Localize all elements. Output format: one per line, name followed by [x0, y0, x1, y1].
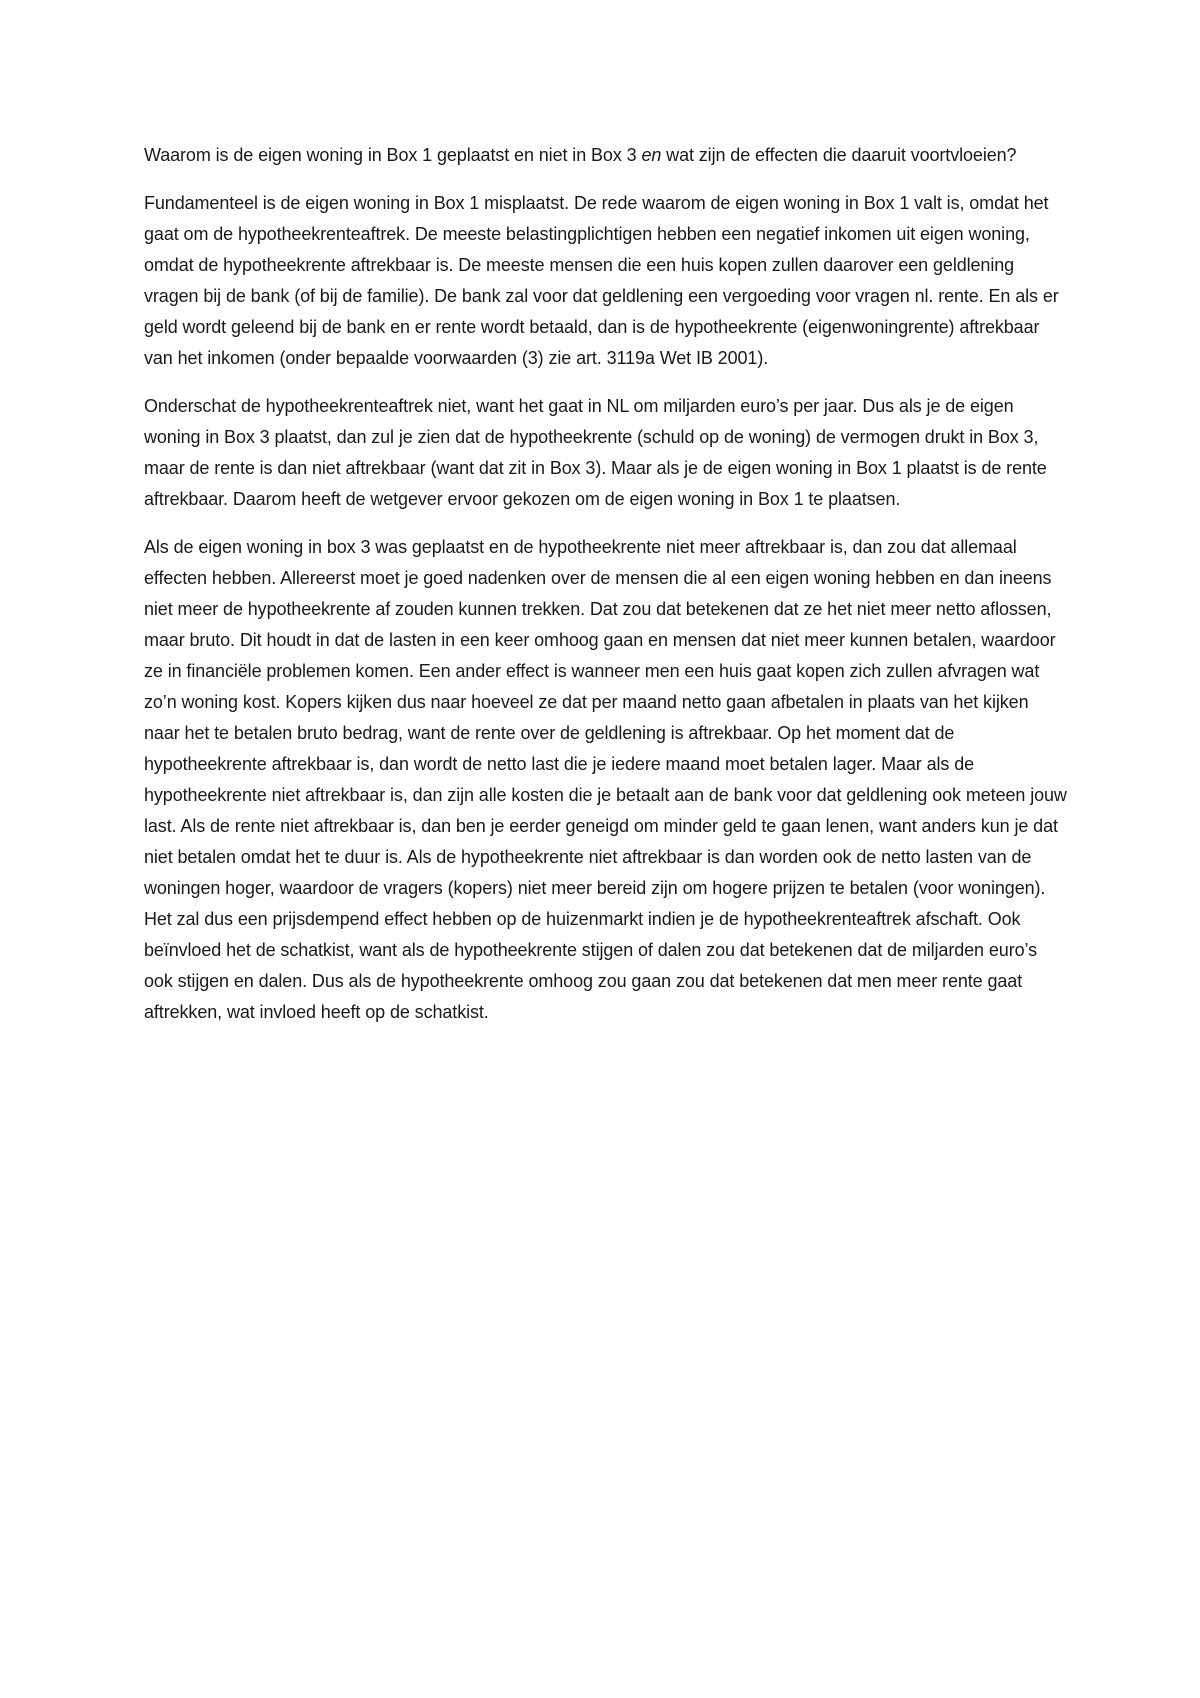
paragraph-2: Onderschat de hypotheekrenteaftrek niet, want het gaat in NL om miljarden euro’s per jaar. Dus als je de eigen woning in Box 3 plaatst, dan zul je zien dat de hypotheekrente (schuld op de woning) de vermogen drukt in Box 3, maar de rente is dan niet aftrekbaar (want dat zit in Box 3). Maar als je de eigen woning in Box 1 plaatst is de rente aftrekbaar. Daarom heeft de wetgever ervoor gekozen om de eigen woning in Box 1 te plaatsen.: [144, 396, 1047, 509]
question-emphasis: en: [641, 145, 662, 165]
paragraph-1: Fundamenteel is de eigen woning in Box 1 misplaatst. De rede waarom de eigen woning in Box 1 valt is, omdat het gaat om de hypotheekrenteaftrek. De meeste belastingplichtigen hebben een negatief inkomen uit eigen woning, omdat de hypotheekrente aftrekbaar is. De meeste mensen die een huis kopen zullen daarover een geldlening vragen bij de bank (of bij de familie). De bank zal voor dat geldlening een vergoeding voor vragen nl. rente. En als er geld wordt geleend bij de bank en er rente wordt betaald, dan is de hypotheekrente (eigenwoningrente) aftrekbaar van het inkomen (onder bepaalde voorwaarden (3) zie art. 3119a Wet IB 2001).: [144, 193, 1059, 368]
paragraph-3: Als de eigen woning in box 3 was geplaatst en de hypotheekrente niet meer aftrekbaar is, dan zou dat allemaal effecten hebben. Allereerst moet je goed nadenken over de mensen die al een eigen woning hebben en dan ineens niet meer de hypotheekrente af zouden kunnen trekken. Dat zou dat betekenen dat ze het niet meer netto aflossen, maar bruto. Dit houdt in dat de lasten in een keer omhoog gaan en mensen dat niet meer kunnen betalen, waardoor ze in financiële problemen komen. Een ander effect is wanneer men een huis gaat kopen zich zullen afvragen wat zo’n woning kost. Kopers kijken dus naar hoeveel ze dat per maand netto gaan afbetalen in plaats van het kijken naar het te betalen bruto bedrag, want de rente over de geldlening is aftrekbaar. Op het moment dat de hypotheekrente aftrekbaar is, dan wordt de netto last die je iedere maand moet betalen lager. Maar als de hypotheekrente niet aftrekbaar is, dan zijn alle kosten die je betaalt aan de bank voor dat geldlening ook meteen jouw last. Als de rente niet aftrekbaar is, dan ben je eerder geneigd om minder geld te gaan lenen, want anders kun je dat niet betalen omdat het te duur is. Als de hypotheekrente niet aftrekbaar is dan worden ook de netto lasten van de woningen hoger, waardoor de vragers (kopers) niet meer bereid zijn om hogere prijzen te betalen (voor woningen). Het zal dus een prijsdempend effect hebben op de huizenmarkt indien je de hypotheekrenteaftrek afschaft. Ook beïnvloed het de schatkist, want als de hypotheekrente stijgen of dalen zou dat betekenen dat de miljarden euro’s ook stijgen en dalen. Dus als de hypotheekrente omhoog zou gaan zou dat betekenen dat men meer rente gaat aftrekken, wat invloed heeft op de schatkist.: [144, 537, 1067, 1022]
question-text-start: Waarom is de eigen woning in Box 1 geplaatst en niet in Box 3: [144, 145, 642, 165]
question-paragraph: [144, 140, 1068, 171]
document-body: [144, 140, 1068, 1045]
question-text-end: wat zijn de effecten die daaruit voortvloeien?: [661, 145, 1017, 165]
